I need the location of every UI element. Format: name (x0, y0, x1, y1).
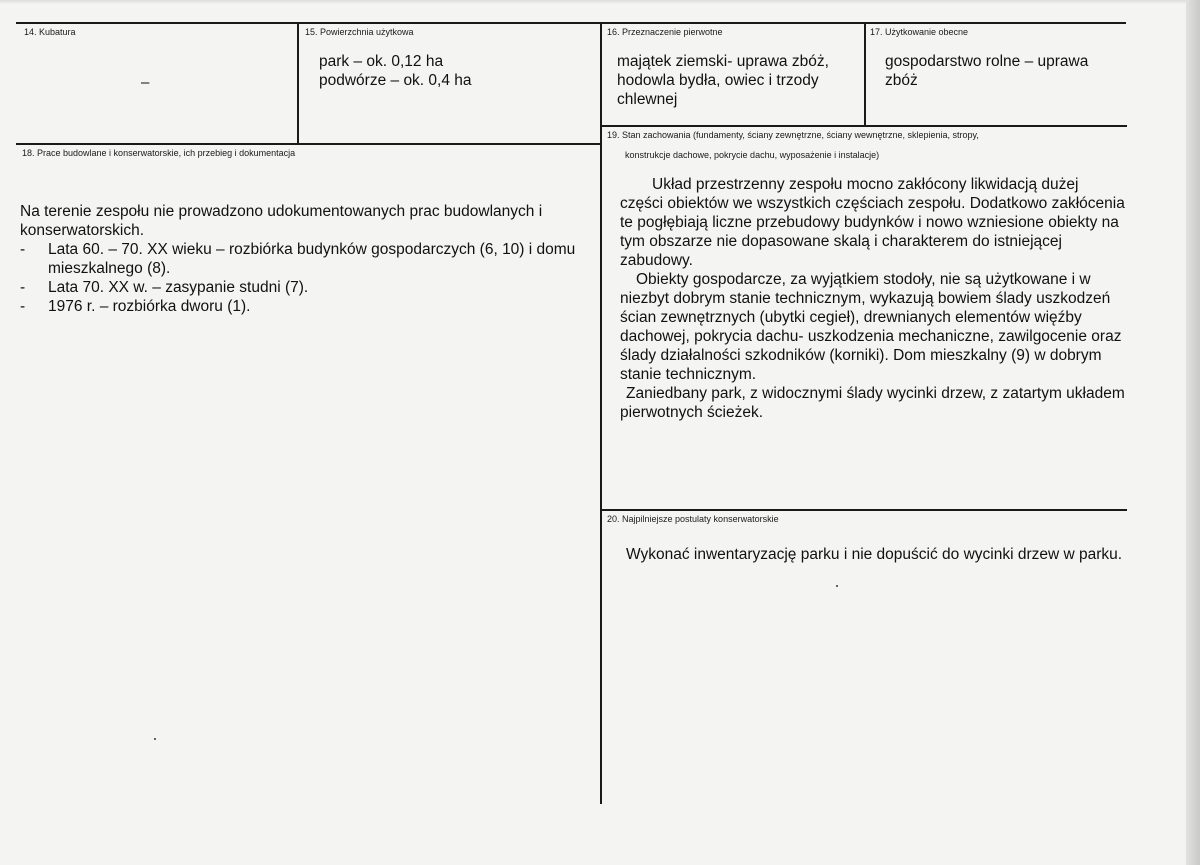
center-divider (600, 22, 602, 804)
divider-14-15 (297, 22, 299, 143)
field-15-line-park: park – ok. 0,12 ha (319, 53, 444, 70)
field-20-label: 20. Najpilniejsze postulaty konserwatorskie (607, 514, 779, 524)
field-18-label: 18. Prace budowlane i konserwatorskie, ich przebieg i dokumentacja (22, 148, 296, 158)
top-rule (16, 22, 1126, 24)
field-19-label-line2: konstrukcje dachowe, pokrycie dachu, wyposażenie i instalacje) (625, 150, 880, 160)
field-14-value: – (141, 74, 150, 91)
scan-speck (836, 585, 838, 587)
field-18-list (20, 240, 598, 316)
field-19-paragraph-1: Układ przestrzenny zespołu mocno zakłócony likwidacją dużej części obiektów we wszystkich częściach zespołu. Dodatkowo zakłócenia te pogłębiają liczne przebudowy budynków i nowo wzniesione obiekty na tym obszarze nie dopasowane skalą i charakterem do istniejącej zabudowy. (620, 176, 1125, 269)
field-19-value (620, 175, 1125, 422)
field-18-value (20, 202, 598, 316)
field-19-paragraph-3: Zaniedbany park, z widocznymi ślady wycinki drzew, z zatartym układem pierwotnych ścieżek. (620, 385, 1125, 421)
field-19-label-line1: 19. Stan zachowania (fundamenty, ściany zewnętrzne, ściany wewnętrzne, sklepienia, stropy, (607, 130, 979, 140)
field-18-item: - Lata 60. – 70. XX wieku – rozbiórka budynków gospodarczych (6, 10) i domu mieszkalnego (8). (20, 240, 598, 278)
field-18-item: - Lata 70. XX w. – zasypanie studni (7). (20, 278, 598, 297)
field-16-value: majątek ziemski- uprawa zbóż, hodowla bydła, owiec i trzody chlewnej (617, 53, 829, 108)
field-14-label: 14. Kubatura (24, 27, 76, 37)
rule-above-18 (16, 143, 601, 145)
divider-16-17 (864, 22, 866, 126)
rule-above-20 (601, 509, 1127, 511)
field-15-label: 15. Powierzchnia użytkowa (305, 27, 414, 37)
field-15-value (319, 52, 589, 90)
field-18-item: - 1976 r. – rozbiórka dworu (1). (20, 297, 598, 316)
field-16-label: 16. Przeznaczenie pierwotne (607, 27, 723, 37)
field-18-intro: Na terenie zespołu nie prowadzono udokumentowanych prac budowlanych i konserwatorskich. (20, 203, 543, 239)
field-17-label: 17. Użytkowanie obecne (870, 27, 969, 37)
field-20-value: Wykonać inwentaryzację parku i nie dopuścić do wycinki drzew w parku. (626, 546, 1123, 563)
field-19-paragraph-2: Obiekty gospodarcze, za wyjątkiem stodoły, nie są użytkowane i w niezbyt dobrym stanie technicznym, wykazują bowiem ślady uszkodzeń ścian zewnętrznych (ubytki cegieł), drewnianych elementów więźby dachowej, pokrycia dachu- uszkodzenia mechaniczne, zawilgocenie oraz ślady działalności szkodników (korniki). Dom mieszkalny (9) w dobrym stanie technicznym. (620, 271, 1122, 383)
scan-speck (154, 738, 156, 740)
field-15-line-courtyard: podwórze – ok. 0,4 ha (319, 72, 472, 89)
scan-right-edge (1186, 0, 1200, 865)
field-17-value: gospodarstwo rolne – uprawa zbóż (885, 53, 1089, 89)
scan-top-edge (0, 0, 1200, 4)
